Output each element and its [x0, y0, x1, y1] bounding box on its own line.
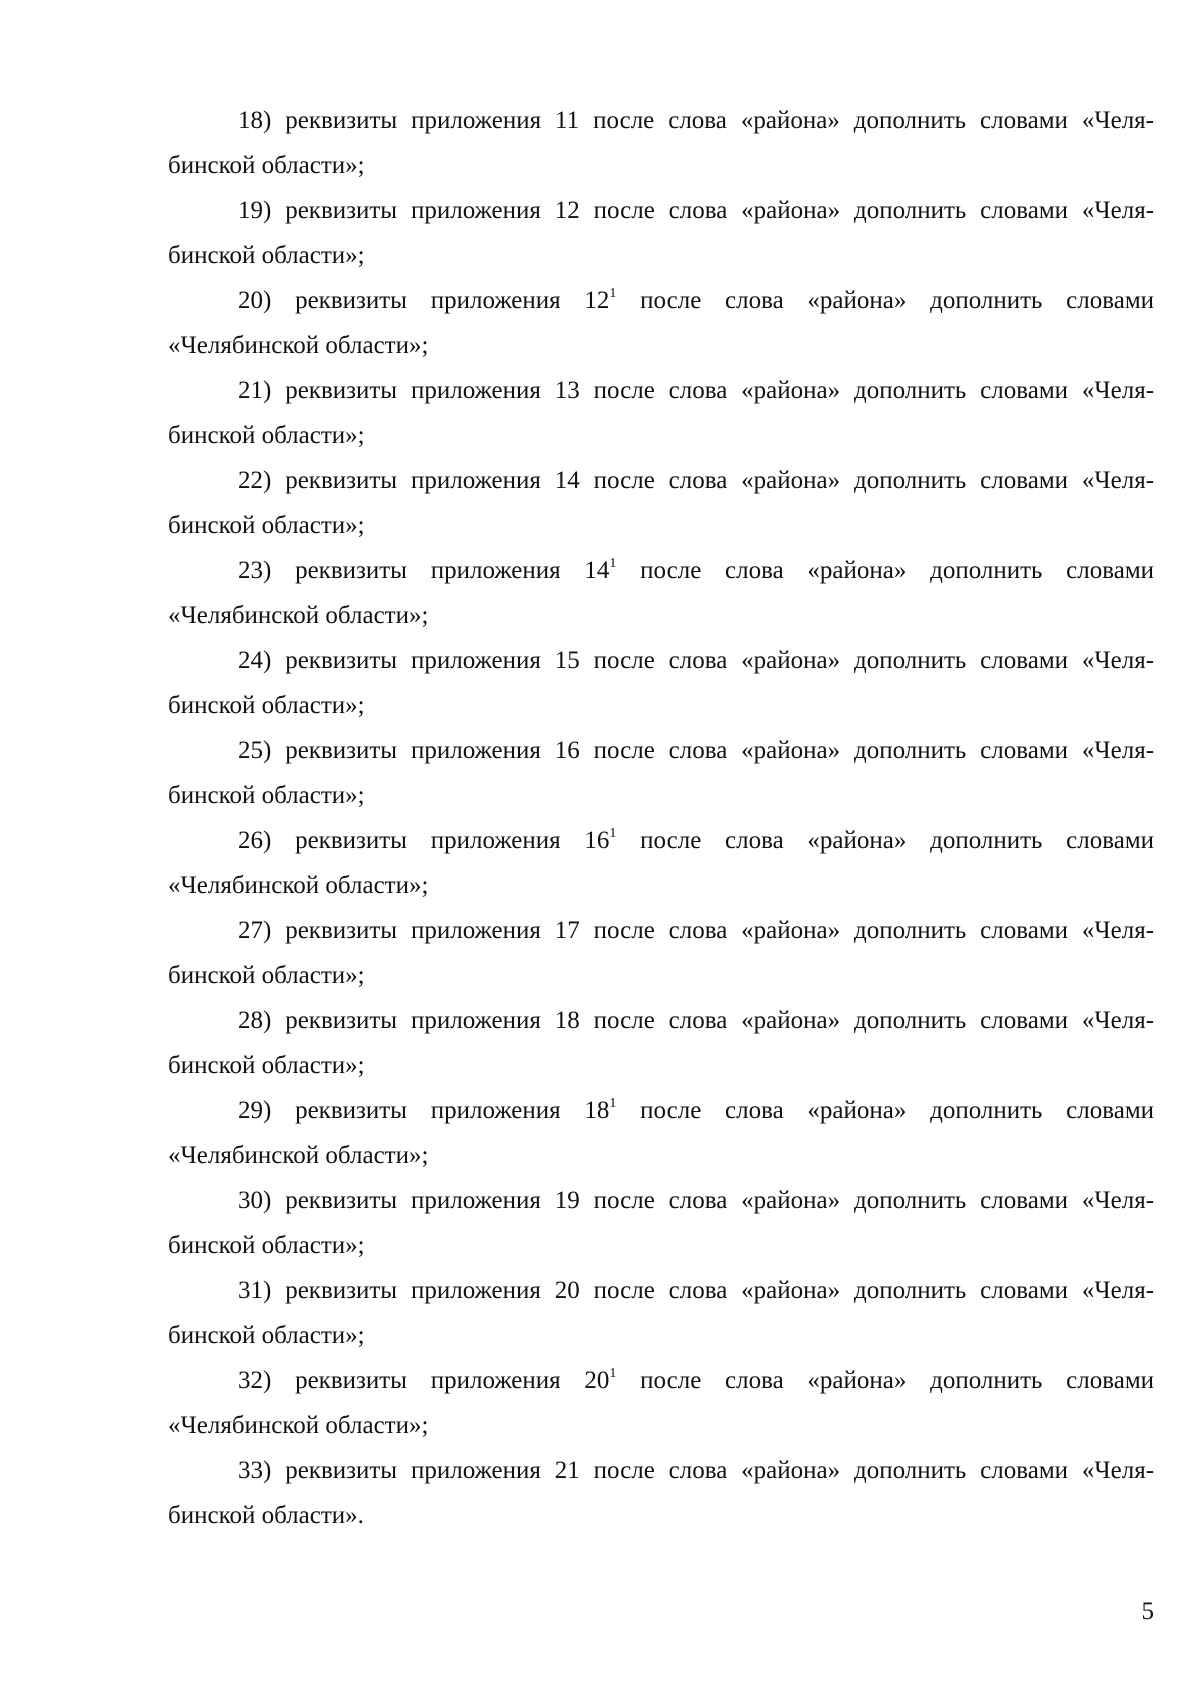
- item-text-lead: реквизиты приложения 20: [285, 1277, 580, 1304]
- item-continuation: [168, 503, 1154, 548]
- item-text-lead: реквизиты приложения 17: [285, 917, 580, 944]
- item-number: 21): [238, 377, 272, 404]
- item-continuation: [168, 233, 1154, 278]
- superscript-index: 1: [609, 286, 617, 301]
- amendment-item: [168, 188, 1154, 233]
- item-continuation-text: «Челябинской области»;: [168, 332, 429, 359]
- item-number: 24): [238, 647, 272, 674]
- item-text-tail: после слова «района» дополнить словами: [640, 557, 1155, 584]
- amendment-item: [168, 368, 1154, 413]
- item-text-tail: после слова «района» дополнить словами «Челя-: [593, 737, 1155, 764]
- item-text-lead: реквизиты приложения 12: [295, 287, 610, 314]
- amendment-item: [168, 458, 1154, 503]
- amendment-item: [168, 278, 1154, 323]
- item-continuation: [168, 1313, 1154, 1358]
- superscript-index: 1: [609, 826, 617, 841]
- item-text-lead: реквизиты приложения 14: [285, 467, 580, 494]
- amendment-list: [168, 98, 1154, 1538]
- page-number: 5: [1141, 1598, 1154, 1625]
- amendment-item: [168, 1268, 1154, 1313]
- item-continuation-text: «Челябинской области»;: [168, 602, 429, 629]
- item-text-lead: реквизиты приложения 18: [295, 1097, 610, 1124]
- item-text-lead: реквизиты приложения 16: [285, 737, 580, 764]
- item-continuation: [168, 143, 1154, 188]
- item-number: 30): [238, 1187, 272, 1214]
- item-continuation-text: бинской области»;: [168, 962, 365, 989]
- item-text-lead: реквизиты приложения 20: [295, 1367, 610, 1394]
- item-text-lead: реквизиты приложения 16: [295, 827, 610, 854]
- item-number: 20): [238, 287, 272, 314]
- item-text-tail: после слова «района» дополнить словами «Челя-: [593, 197, 1155, 224]
- item-number: 31): [238, 1277, 272, 1304]
- item-continuation: [168, 1493, 1154, 1538]
- item-text-tail: после слова «района» дополнить словами: [640, 1367, 1155, 1394]
- item-continuation: [168, 593, 1154, 638]
- item-number: 19): [238, 197, 272, 224]
- item-text-tail: после слова «района» дополнить словами: [640, 1097, 1155, 1124]
- item-number: 28): [238, 1007, 272, 1034]
- superscript-index: 1: [609, 556, 617, 571]
- item-text-tail: после слова «района» дополнить словами «Челя-: [593, 467, 1155, 494]
- item-number: 26): [238, 827, 272, 854]
- item-continuation: [168, 1403, 1154, 1448]
- item-continuation-text: «Челябинской области»;: [168, 1142, 429, 1169]
- superscript-index: 1: [609, 1366, 617, 1381]
- item-continuation: [168, 953, 1154, 998]
- item-text-tail: после слова «района» дополнить словами «Челя-: [593, 1007, 1155, 1034]
- item-number: 27): [238, 917, 272, 944]
- amendment-item: [168, 1178, 1154, 1223]
- item-continuation-text: бинской области»;: [168, 242, 365, 269]
- item-continuation-text: бинской области»;: [168, 1232, 365, 1259]
- amendment-item: [168, 548, 1154, 593]
- amendment-item: [168, 818, 1154, 863]
- item-number: 29): [238, 1097, 272, 1124]
- item-number: 25): [238, 737, 272, 764]
- item-text-lead: реквизиты приложения 13: [285, 377, 580, 404]
- item-continuation: [168, 413, 1154, 458]
- item-continuation: [168, 1133, 1154, 1178]
- item-text-lead: реквизиты приложения 14: [295, 557, 610, 584]
- item-continuation-text: бинской области»;: [168, 692, 365, 719]
- item-continuation-text: «Челябинской области»;: [168, 872, 429, 899]
- item-number: 32): [238, 1367, 272, 1394]
- amendment-item: [168, 908, 1154, 953]
- amendment-item: [168, 998, 1154, 1043]
- item-number: 33): [238, 1457, 272, 1484]
- item-text-tail: после слова «района» дополнить словами «Челя-: [593, 917, 1155, 944]
- amendment-item: [168, 638, 1154, 683]
- item-text-tail: после слова «района» дополнить словами «Челя-: [593, 647, 1155, 674]
- item-continuation-text: бинской области»;: [168, 1322, 365, 1349]
- item-continuation-text: «Челябинской области»;: [168, 1412, 429, 1439]
- item-continuation-text: бинской области»;: [168, 512, 365, 539]
- item-text-lead: реквизиты приложения 21: [285, 1457, 580, 1484]
- amendment-item: [168, 1358, 1154, 1403]
- amendment-item: [168, 728, 1154, 773]
- item-number: 23): [238, 557, 272, 584]
- item-continuation-text: бинской области»;: [168, 152, 365, 179]
- item-continuation-text: бинской области».: [168, 1502, 364, 1529]
- item-text-tail: после слова «района» дополнить словами «Челя-: [593, 377, 1155, 404]
- item-continuation: [168, 1223, 1154, 1268]
- item-text-tail: после слова «района» дополнить словами «Челя-: [593, 1277, 1155, 1304]
- amendment-item: [168, 1448, 1154, 1493]
- item-text-tail: после слова «района» дополнить словами «Челя-: [593, 1187, 1155, 1214]
- item-text-tail: после слова «района» дополнить словами: [640, 827, 1155, 854]
- item-text-tail: после слова «района» дополнить словами: [640, 287, 1155, 314]
- item-continuation: [168, 863, 1154, 908]
- item-text-lead: реквизиты приложения 19: [285, 1187, 580, 1214]
- item-number: 22): [238, 467, 272, 494]
- item-text-lead: реквизиты приложения 12: [285, 197, 580, 224]
- amendment-item: [168, 1088, 1154, 1133]
- item-continuation: [168, 323, 1154, 368]
- item-continuation-text: бинской области»;: [168, 1052, 365, 1079]
- item-continuation: [168, 1043, 1154, 1088]
- item-text-lead: реквизиты приложения 18: [285, 1007, 580, 1034]
- item-number: 18): [238, 107, 272, 134]
- item-continuation: [168, 683, 1154, 728]
- item-text-tail: после слова «района» дополнить словами «Челя-: [593, 1457, 1155, 1484]
- superscript-index: 1: [609, 1096, 617, 1111]
- item-text-lead: реквизиты приложения 11: [285, 107, 580, 134]
- item-text-lead: реквизиты приложения 15: [285, 647, 580, 674]
- item-continuation-text: бинской области»;: [168, 782, 365, 809]
- item-continuation-text: бинской области»;: [168, 422, 365, 449]
- item-continuation: [168, 773, 1154, 818]
- item-text-tail: после слова «района» дополнить словами «Челя-: [593, 107, 1155, 134]
- amendment-item: [168, 98, 1154, 143]
